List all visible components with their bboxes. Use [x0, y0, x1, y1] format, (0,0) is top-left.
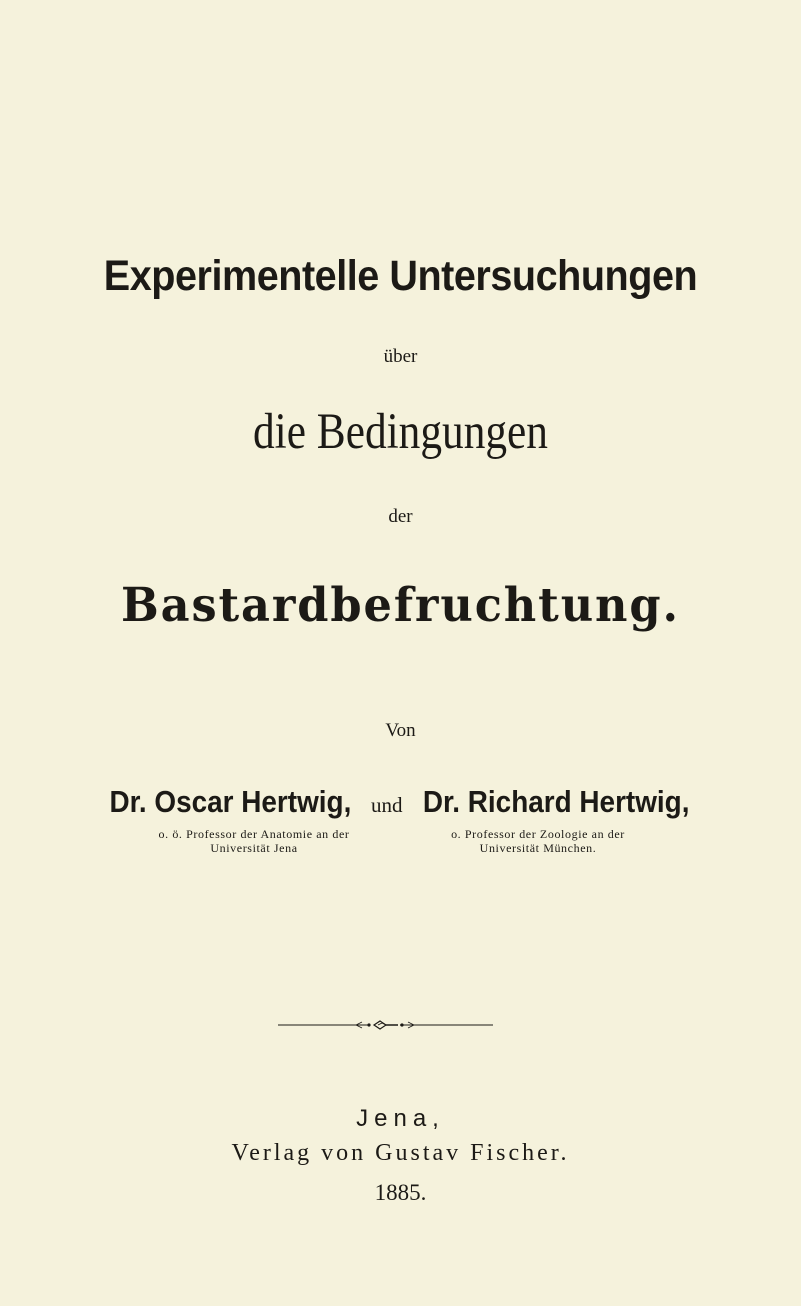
title-line-2: die Bedingungen: [253, 404, 548, 460]
title-line-3: Bastardbefruchtung.: [120, 578, 680, 633]
imprint-place: Jena,: [356, 1105, 445, 1132]
connector-der: der: [388, 506, 413, 527]
imprint-publisher: Verlag von Gustav Fischer.: [231, 1140, 570, 1166]
author-2-affiliation: [408, 827, 668, 855]
author-2-affiliation-line-1: o. Professor der Zoologie an der: [451, 827, 625, 841]
byline-von: Von: [385, 720, 416, 741]
author-1-affiliation: [124, 827, 384, 855]
author-2-name: Dr. Richard Hertwig,: [423, 784, 690, 819]
authors-line: [0, 784, 801, 820]
author-1-affiliation-line-2: Universität Jena: [210, 841, 298, 855]
imprint-year: 1885.: [374, 1180, 427, 1205]
author-2-affiliation-line-2: Universität München.: [479, 841, 597, 855]
connector-ueber: über: [383, 346, 418, 367]
author-1-affiliation-line-1: o. ö. Professor der Anatomie an der: [158, 827, 350, 841]
author-conjunction: und: [370, 793, 403, 817]
author-1-name: Dr. Oscar Hertwig,: [109, 784, 352, 819]
title-line-1: Experimentelle Untersuchungen: [103, 252, 698, 300]
decorative-rule-ornament: [278, 1018, 493, 1032]
